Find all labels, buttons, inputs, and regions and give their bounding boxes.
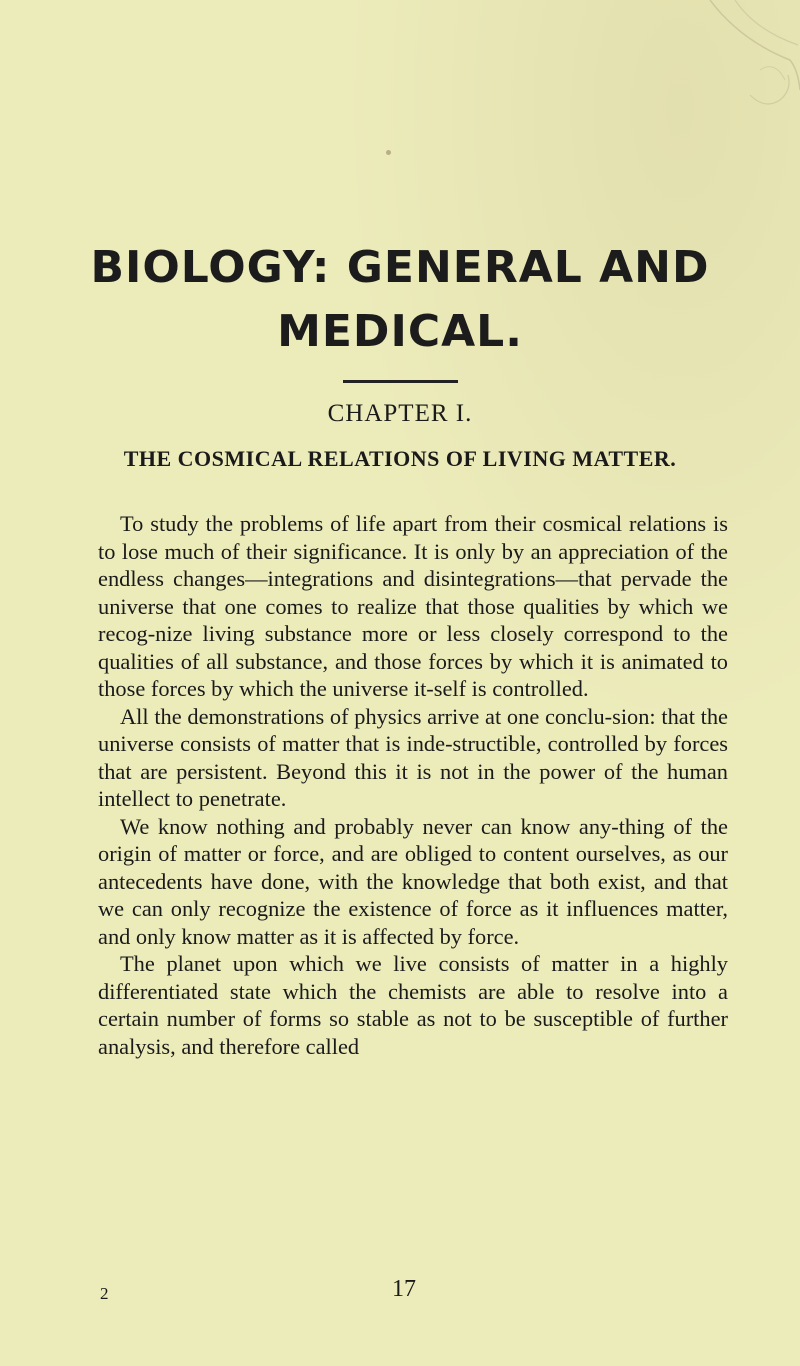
page-number: 17 (392, 1276, 416, 1302)
title-divider (343, 380, 458, 383)
book-title-line-1: BIOLOGY: GENERAL AND (90, 242, 710, 293)
paragraph: The planet upon which we live consists of matter in a highly differentiated state which the chemists are able to resolve into a certain number of forms so stable as not to be susceptible of further analysis, and therefore called (98, 951, 728, 1059)
book-title-line-2: MEDICAL. (277, 306, 523, 357)
bleed-through-mark (680, 0, 800, 130)
paper-spot (386, 150, 391, 155)
body-text (98, 510, 728, 1060)
signature-mark: 2 (100, 1284, 109, 1303)
chapter-label: CHAPTER I. (327, 400, 473, 427)
paragraph: We know nothing and probably never can know any-thing of the origin of matter or force, and are obliged to content ourselves, as our antecedents have done, with the knowledge that both exist, and that we can only recognize the existence of force as it influences matter, and only know matter as it is affected by force. (98, 813, 728, 949)
paragraph: All the demonstrations of physics arrive at one conclu-sion: that the universe consists of matter that is inde-structible, controlled by forces that are persistent. Beyond this it is not in the power of the human intellect to penetrate. (98, 703, 728, 811)
chapter-heading: THE COSMICAL RELATIONS OF LIVING MATTER. (123, 446, 677, 471)
paragraph: To study the problems of life apart from their cosmical relations is to lose much of their significance. It is only by an appreciation of the endless changes—integrations and disintegrations—that pervade the universe that one comes to realize that those qualities by which we recog-nize living substance more or less closely correspond to the qualities of all substance, and those forces by which it is animated to those forces by which the universe it-self is controlled. (98, 511, 728, 701)
